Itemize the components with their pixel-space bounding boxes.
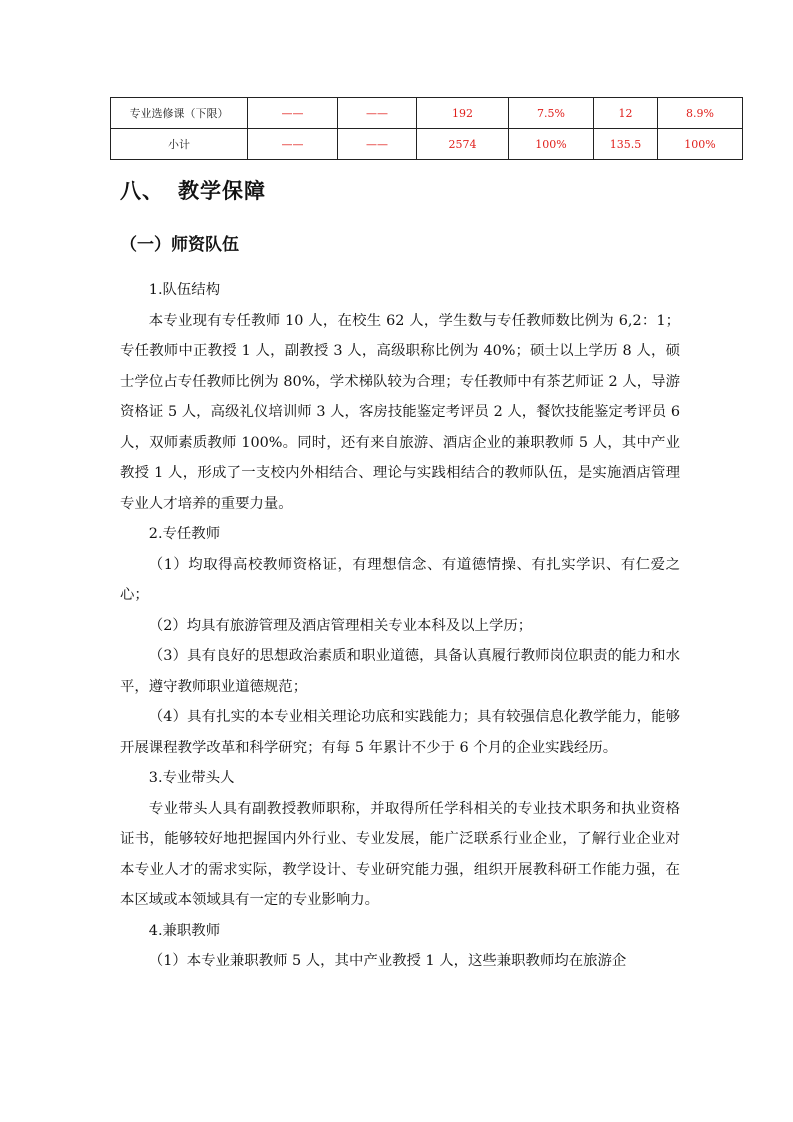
table-cell: 7.5% bbox=[509, 98, 594, 129]
table-cell: 135.5 bbox=[594, 129, 658, 160]
body-text bbox=[120, 275, 680, 977]
section-number: 八、 bbox=[120, 179, 164, 203]
table-cell: —— bbox=[248, 98, 338, 129]
table-row bbox=[111, 129, 743, 160]
list-item: （1）均取得高校教师资格证，有理想信念、有道德情操、有扎实学识、有仁爱之心； bbox=[120, 556, 680, 603]
subheading-full-time-teachers: 2.专任教师 bbox=[148, 526, 221, 542]
table-row bbox=[111, 98, 743, 129]
table-cell: 100% bbox=[509, 129, 594, 160]
table-cell: 192 bbox=[417, 98, 509, 129]
section-heading bbox=[120, 175, 266, 205]
row-label: 专业选修课（下限） bbox=[111, 98, 248, 129]
paragraph-program-leader: 专业带头人具有副教授教师职称，并取得所任学科相关的专业技术职务和执业资格证书，能够较好地把握国内外行业、专业发展，能广泛联系行业企业，了解行业企业对本专业人才的需求实际，教学设计、专业研究能力强，组织开展教科研工作能力强，在本区域或本领域具有一定的专业影响力。 bbox=[120, 800, 680, 908]
section-title: 教学保障 bbox=[178, 179, 266, 203]
list-item: （3）具有良好的思想政治素质和职业道德，具备认真履行教师岗位职责的能力和水平，遵守教师职业道德规范； bbox=[120, 648, 680, 695]
list-item: （2）均具有旅游管理及酒店管理相关专业本科及以上学历； bbox=[148, 617, 533, 634]
subsection-heading: （一）师资队伍 bbox=[120, 235, 239, 255]
subheading-part-time-teachers: 4.兼职教师 bbox=[148, 922, 221, 939]
list-item: （4）具有扎实的本专业相关理论功底和实践能力；具有较强信息化教学能力，能够开展课程教学改革和科学研究；有每 5 年累计不少于 6 个月的企业实践经历。 bbox=[120, 709, 680, 756]
row-label: 小计 bbox=[111, 129, 248, 160]
table-cell: 12 bbox=[594, 98, 658, 129]
subheading-team-structure: 1.队伍结构 bbox=[148, 282, 221, 298]
table-cell: —— bbox=[248, 129, 338, 160]
paragraph-team-structure: 本专业现有专任教师 10 人，在校生 62 人，学生数与专任教师数比例为 6,2：1；专任教师中正教授 1 人，副教授 3 人，高级职称比例为 40%；硕士以上学历 8 人，硕士学位占专任教师比例为 80%，学术梯队较为合理；专任教师中有茶艺师证 2 人，导游资格证 5 人，高级礼仪培训师 3 人，客房技能鉴定考评员 2 人，餐饮技能鉴定考评员 6 人，双师素质教师 100%。同时，还有来自旅游、酒店企业的兼职教师 5 人，其中产业教授 1 人，形成了一支校内外相结合、理论与实践相结合的教师队伍，是实施酒店管理专业人才培养的重要力量。 bbox=[120, 312, 680, 512]
table-cell: —— bbox=[338, 129, 417, 160]
table-cell: —— bbox=[338, 98, 417, 129]
table-cell: 2574 bbox=[417, 129, 509, 160]
list-item: （1）本专业兼职教师 5 人，其中产业教授 1 人，这些兼职教师均在旅游企 bbox=[148, 953, 627, 969]
table-cell: 100% bbox=[658, 129, 743, 160]
subheading-program-leader: 3.专业带头人 bbox=[148, 770, 235, 786]
credit-hours-table bbox=[110, 97, 743, 160]
table-cell: 8.9% bbox=[658, 98, 743, 129]
